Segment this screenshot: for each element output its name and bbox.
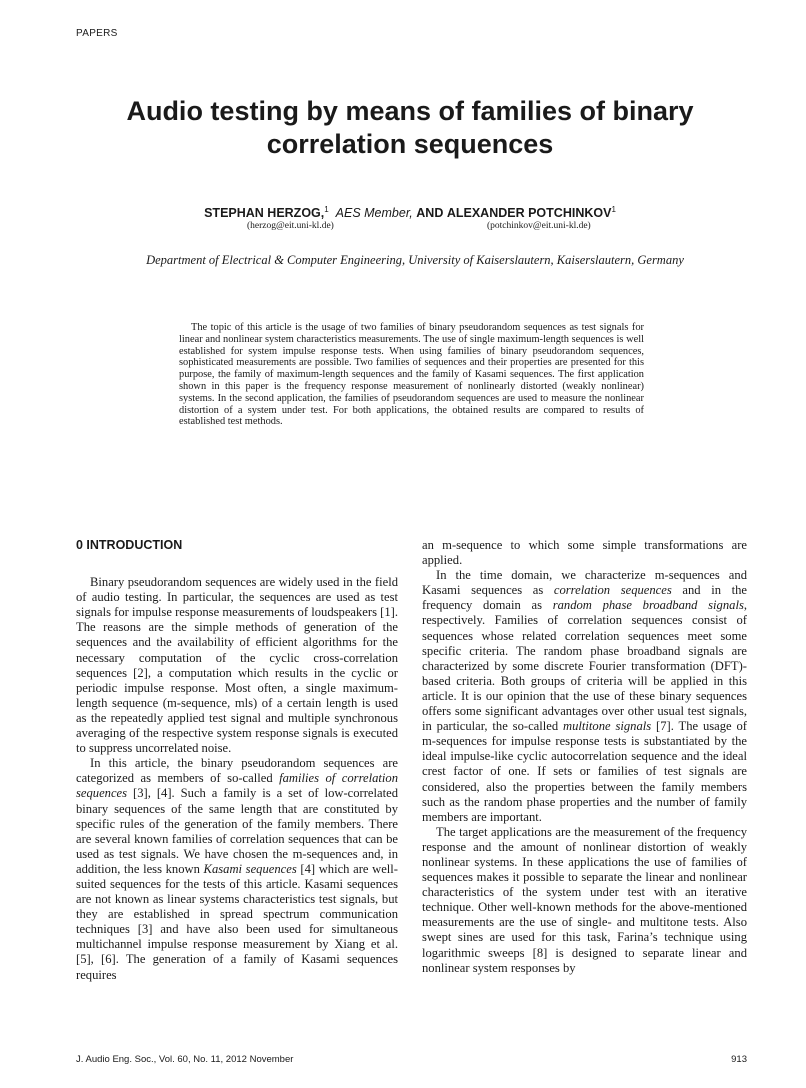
author-2-affil-mark: 1 bbox=[611, 205, 616, 214]
author-1-affil-mark: 1 bbox=[324, 205, 329, 214]
paper-title: Audio testing by means of families of binary correlation sequences bbox=[126, 96, 694, 159]
author-2-email[interactable]: (potchinkov@eit.uni-kl.de) bbox=[487, 221, 591, 231]
intro-paragraph-1: Binary pseudorandom sequences are widely used in the field of audio testing. In particular, the sequences are used as test signals for impulse response measurements of loudspeakers [1]. The reasons are the simple methods of generation of the sequences and the availability of efficient algorithms for the necessary computation of the cyclic cross-correlation sequences [2], a computation which results in the cyclic or periodic impulse response. Most often, a single maximum-length sequence (m-sequence, mls) of a certain length is used as the repeatedly applied test signal and multiple synchronous averaging of the respective system response signals is executed to suppress uncorrelated noise. bbox=[76, 575, 398, 756]
aes-membership: AES Member, bbox=[335, 206, 413, 221]
left-column bbox=[76, 538, 398, 983]
page-number: 913 bbox=[731, 1054, 747, 1065]
affiliation: Department of Electrical & Computer Engineering, University of Kaiserslautern, Kaiserslautern, Germany bbox=[146, 253, 684, 267]
section-tag: PAPERS bbox=[76, 28, 118, 39]
author-line bbox=[60, 205, 760, 220]
intro-paragraph-2: In this article, the binary pseudorandom sequences are categorized as members of so-called families of correlation sequences [3], [4]. Such a family is a set of low-correlated binary sequences of the same length that are constituted by specific rules of the generation of the family members. There are several known families of correlation sequences that can be used as test signals. We have chosen the m-sequences and, in addition, the less known Kasami sequences [4] which are well-suited sequences for the tests of this article. Kasami sequences are not known as linear systems characteristics test signals, but they are established in spread spectrum communication techniques [3] and have also been used for simultaneous multichannel impulse response measurement by Xiang et al. [5], [6]. The generation of a family of Kasami sequences requires bbox=[76, 756, 398, 982]
abstract: The topic of this article is the usage of two families of binary pseudorandom sequences as test signals for linear and nonlinear system characteristics measurements. The use of single maximum-length sequences is well established for system impulse response tests. When using families of binary pseudorandom sequences, sophisticated measurements are possible. Two families of sequences and their properties are presented for this purpose, the family of maximum-length sequences and the family of Kasami sequences. The first application shown in this paper is the frequency response measurement of nonlinearly distorted (weakly nonlinear) systems. In the second application, the families of pseudorandom sequences are used to measure the nonlinear distortion of a system under test. For both applications, the obtained results are compared to results of established test methods. bbox=[179, 322, 644, 428]
intro-paragraph-4: The target applications are the measurement of the frequency response and the amount of nonlinear distortion of weakly nonlinear systems. In these applications the use of families of sequences makes it possible to separate the linear and nonlinear characteristics of the system under test with an iterative technique. Other well-known methods for the above-mentioned measurements are the use of single- and multitone tests. Also swept sines are used for this task, Farina’s technique using logarithmic sweeps [8] is designed to separate linear and nonlinear system responses by bbox=[422, 824, 747, 975]
intro-paragraph-2-continued: an m-sequence to which some simple transformations are applied. bbox=[422, 538, 747, 568]
right-column bbox=[422, 538, 747, 976]
author-and: AND bbox=[416, 206, 444, 221]
journal-citation: J. Audio Eng. Soc., Vol. 60, No. 11, 2012 November bbox=[76, 1054, 294, 1065]
author-1-email[interactable]: (herzog@eit.uni-kl.de) bbox=[247, 221, 334, 231]
author-2-name: ALEXANDER POTCHINKOV bbox=[446, 206, 612, 221]
section-heading: 0 INTRODUCTION bbox=[76, 538, 183, 552]
intro-paragraph-3: In the time domain, we characterize m-sequences and Kasami sequences as correlation sequences and in the frequency domain as random phase broadband signals, respectively. Families of correlation sequences consist of sequences whose related correlation sequences meet some specific criteria. The random phase broadband signals are characterized by some discrete Fourier transformation (DFT)-based criteria. Both groups of criteria will be applied in this article. It is our opinion that the use of these binary sequences offers some significant advantages over other usual test signals, in particular, the so-called multitone signals [7]. The usage of m-sequences for impulse response tests is substantiated by the ideal impulse-like cyclic autocorrelation sequence and the ideal crest factor of one. If sets or families of test signals are considered, also the properties between the family members such as the random phase properties and the number of family members are important. bbox=[422, 568, 748, 824]
author-1-name: STEPHAN HERZOG, bbox=[204, 206, 325, 221]
